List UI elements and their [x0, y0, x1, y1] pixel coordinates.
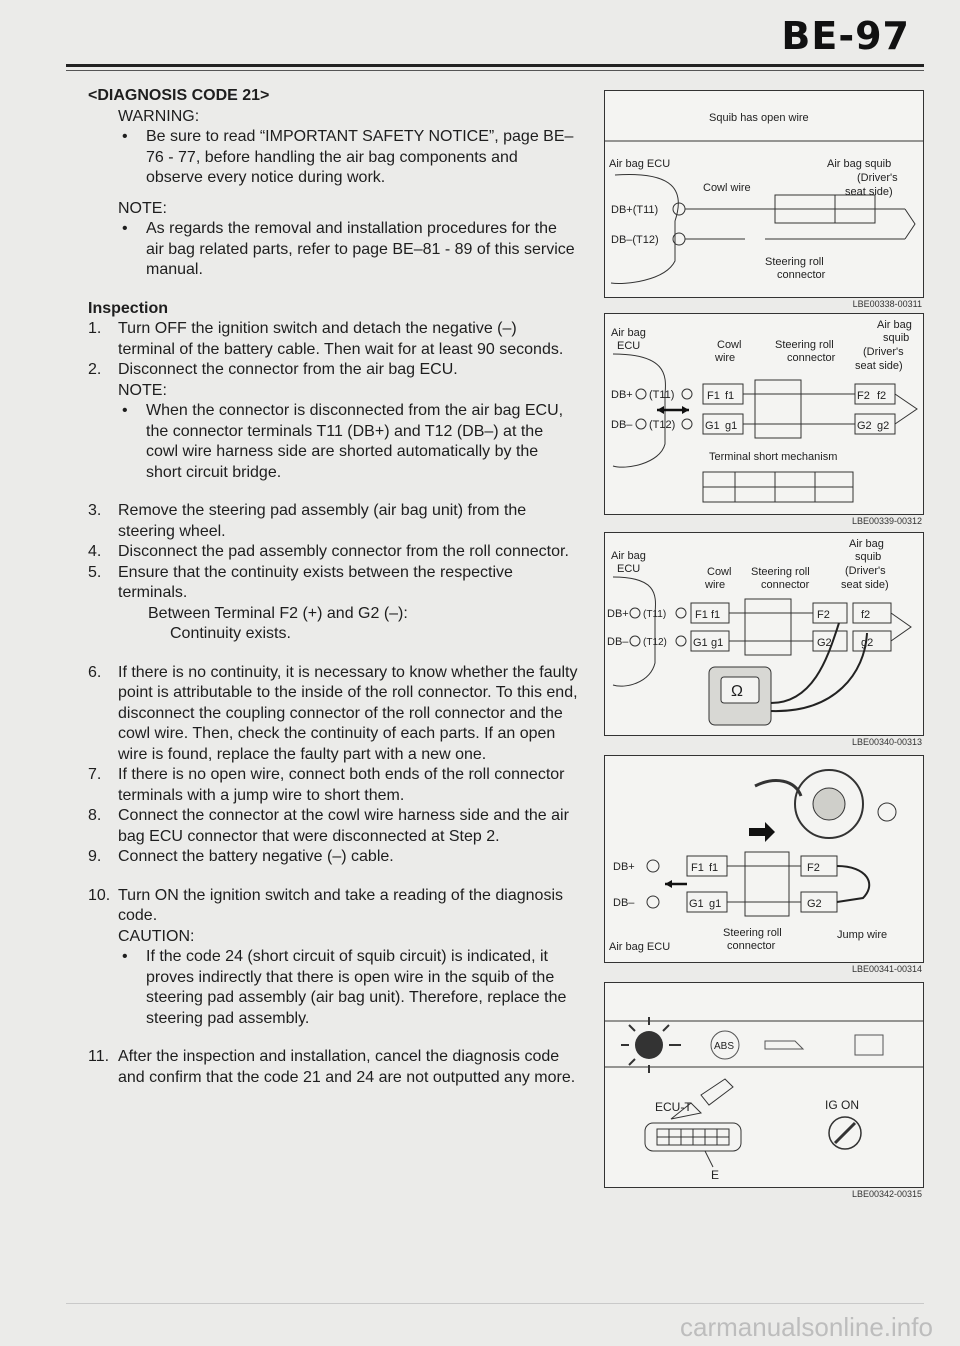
svg-text:(Driver's: (Driver's	[845, 565, 886, 577]
svg-text:G1: G1	[705, 420, 720, 432]
step-2: 2. Disconnect the connector from the air bag ECU.	[88, 361, 458, 378]
svg-text:f2: f2	[877, 390, 887, 402]
svg-text:F1: F1	[707, 390, 720, 402]
header-rule-thin	[66, 70, 924, 71]
fig5-id: LBE00342-00315	[851, 1189, 922, 1199]
svg-text:DB–: DB–	[607, 636, 629, 648]
svg-text:(Driver's: (Driver's	[863, 346, 904, 358]
step-11: 11. After the inspection and installation, cancel the diagnosis code and confirm that the code 21 and 24 are not outputted any more.	[88, 1048, 576, 1086]
svg-text:Steering roll: Steering roll	[751, 566, 810, 578]
svg-text:connector: connector	[787, 352, 836, 364]
svg-text:f1: f1	[725, 390, 735, 402]
svg-text:(T12): (T12)	[643, 637, 667, 648]
warning-label: WARNING:	[118, 107, 200, 125]
svg-text:f1: f1	[709, 862, 719, 874]
svg-text:Jump wire: Jump wire	[837, 929, 888, 941]
svg-text:wire: wire	[705, 579, 726, 591]
svg-text:connector: connector	[761, 579, 810, 591]
step-9: 9. Connect the battery negative (–) cable.	[88, 848, 394, 865]
svg-text:g1: g1	[709, 898, 722, 910]
watermark: carmanualsonline.info	[680, 1312, 933, 1342]
svg-text:Air bag: Air bag	[611, 327, 646, 339]
svg-text:DB–: DB–	[611, 419, 633, 431]
svg-text:Air bag: Air bag	[849, 538, 884, 550]
svg-text:IG ON: IG ON	[825, 1098, 860, 1112]
page-number: BE-97	[781, 14, 910, 58]
header-rule	[66, 64, 924, 67]
fig1-id: LBE00338-00311	[852, 299, 922, 309]
footer-rule	[66, 1303, 924, 1304]
svg-text:squib: squib	[855, 551, 882, 563]
figure-terminal-short-mechanism	[604, 313, 924, 515]
svg-text:(T11): (T11)	[643, 609, 667, 620]
step-6: 6. If there is no continuity, it is necessary to know whether the faulty point is attributable to the inside of the roll connector. To this end, disconnect the coupling connector of the roll connector and the cowl wire. Then, check the continuity of each parts. If an open wire is found, replace the faulty part with a new one.	[88, 663, 578, 763]
caution-text: • If the code 24 (short circuit of squib circuit) is indicated, it proves indirectly that there is open wire in the squib of the steering pad assembly (air bag unit). Therefore, replace the steering pad assembly.	[88, 947, 578, 1029]
svg-text:Air bag: Air bag	[611, 550, 646, 562]
svg-text:g1: g1	[725, 420, 738, 432]
diagnosis-code-title: <DIAGNOSIS CODE 21>	[88, 87, 270, 104]
step-4: 4. Disconnect the pad assembly connector from the roll connector.	[88, 543, 569, 560]
svg-text:DB–: DB–	[613, 897, 635, 909]
svg-text:ECU: ECU	[617, 340, 641, 352]
svg-text:g2: g2	[877, 420, 890, 432]
svg-text:G1: G1	[693, 637, 708, 649]
fig1-ecu-label: Air bag ECU	[609, 158, 671, 170]
svg-text:seat side): seat side)	[855, 360, 903, 372]
svg-text:Steering roll: Steering roll	[723, 927, 782, 939]
svg-text:connector: connector	[727, 940, 776, 952]
svg-text:F2: F2	[807, 862, 820, 874]
svg-text:DB+: DB+	[613, 861, 635, 873]
step-5-result: Continuity exists.	[170, 625, 291, 642]
step-8: 8. Connect the connector at the cowl wire harness side and the air bag ECU connector that were disconnected at Step 2.	[88, 807, 569, 845]
svg-text:F1: F1	[691, 862, 704, 874]
svg-text:seat side): seat side)	[841, 579, 889, 591]
step-5-between: Between Terminal F2 (+) and G2 (–):	[148, 604, 408, 622]
svg-text:Steering roll: Steering roll	[765, 256, 824, 268]
ohmmeter-symbol: Ω	[731, 683, 743, 700]
svg-text:(Driver's: (Driver's	[857, 172, 898, 184]
figure-squib-open-wire	[604, 90, 924, 298]
step-5: 5. Ensure that the continuity exists between the respective terminals.	[88, 563, 513, 601]
inspection-heading: Inspection	[88, 299, 169, 317]
svg-text:DB–(T12): DB–(T12)	[611, 234, 659, 246]
svg-text:Steering roll: Steering roll	[775, 339, 834, 351]
svg-text:G2: G2	[817, 637, 832, 649]
svg-text:DB+(T11): DB+(T11)	[611, 204, 659, 216]
svg-text:F2: F2	[857, 390, 870, 402]
step-2-note: • When the connector is disconnected from the air bag ECU, the connector terminals T11 (DB+) and T12 (DB–) at the cowl wire harness side are shorted automatically by the short circuit bridge.	[88, 401, 578, 483]
svg-text:DB+: DB+	[611, 389, 633, 401]
svg-text:Cowl: Cowl	[707, 566, 732, 578]
note-text: • As regards the removal and installation procedures for the air bag related parts, refer to page BE–81 - 89 of this service manual.	[88, 219, 578, 281]
svg-text:f2: f2	[861, 609, 871, 621]
svg-text:Cowl: Cowl	[717, 339, 742, 351]
step-7: 7. If there is no open wire, connect both ends of the roll connector terminals with a jump wire to short them.	[88, 766, 565, 804]
svg-text:DB+: DB+	[607, 608, 629, 620]
svg-text:G2: G2	[807, 898, 822, 910]
step-10: 10. Turn ON the ignition switch and take a reading of the diagnosis code.	[88, 886, 563, 924]
svg-text:F2: F2	[817, 609, 830, 621]
note-label: NOTE:	[118, 199, 167, 217]
svg-text:G1: G1	[689, 898, 704, 910]
svg-text:ECU-T: ECU-T	[655, 1100, 692, 1114]
procedure-text	[88, 86, 578, 1088]
svg-text:Air bag: Air bag	[877, 319, 912, 331]
fig3-id: LBE00340-00313	[851, 737, 922, 747]
warning-text: • Be sure to read “IMPORTANT SAFETY NOTICE”, page BE–76 - 77, before handling the air bag components and observe every notice during work.	[88, 127, 578, 189]
step-1: 1. Turn OFF the ignition switch and detach the negative (–) terminal of the battery cable. Then wait for at least 90 seconds.	[88, 320, 564, 358]
svg-text:connector: connector	[777, 269, 826, 281]
svg-text:F1: F1	[695, 609, 708, 621]
svg-text:squib: squib	[883, 332, 910, 344]
svg-text:G2: G2	[857, 420, 872, 432]
fig2-id: LBE00339-00312	[851, 516, 922, 526]
svg-text:g2: g2	[861, 637, 874, 649]
figure-diagnosis-readout	[604, 982, 924, 1188]
svg-text:g1: g1	[711, 637, 724, 649]
svg-text:E: E	[711, 1168, 720, 1182]
svg-text:Terminal short mechanism: Terminal short mechanism	[709, 451, 838, 463]
step-3: 3. Remove the steering pad assembly (air bag unit) from the steering wheel.	[88, 502, 527, 540]
svg-text:seat side): seat side)	[845, 186, 893, 198]
figure-continuity-check	[604, 532, 924, 736]
fig1-squib-label: Air bag squib	[827, 158, 892, 170]
svg-text:wire: wire	[715, 352, 736, 364]
svg-text:(T12): (T12)	[649, 419, 676, 431]
svg-text:f1: f1	[711, 609, 721, 621]
caution-label: CAUTION:	[118, 927, 195, 945]
svg-text:(T11): (T11)	[649, 389, 675, 401]
svg-text:Air bag ECU: Air bag ECU	[609, 941, 671, 953]
figure-jump-wire	[604, 755, 924, 963]
fig4-id: LBE00341-00314	[851, 964, 922, 974]
svg-text:ECU: ECU	[617, 563, 641, 575]
abs-warning-icon: ABS	[714, 1041, 735, 1052]
step-2-note-label: NOTE:	[118, 381, 167, 399]
fig1-title: Squib has open wire	[709, 112, 809, 124]
fig1-cowl-label: Cowl wire	[703, 182, 751, 194]
